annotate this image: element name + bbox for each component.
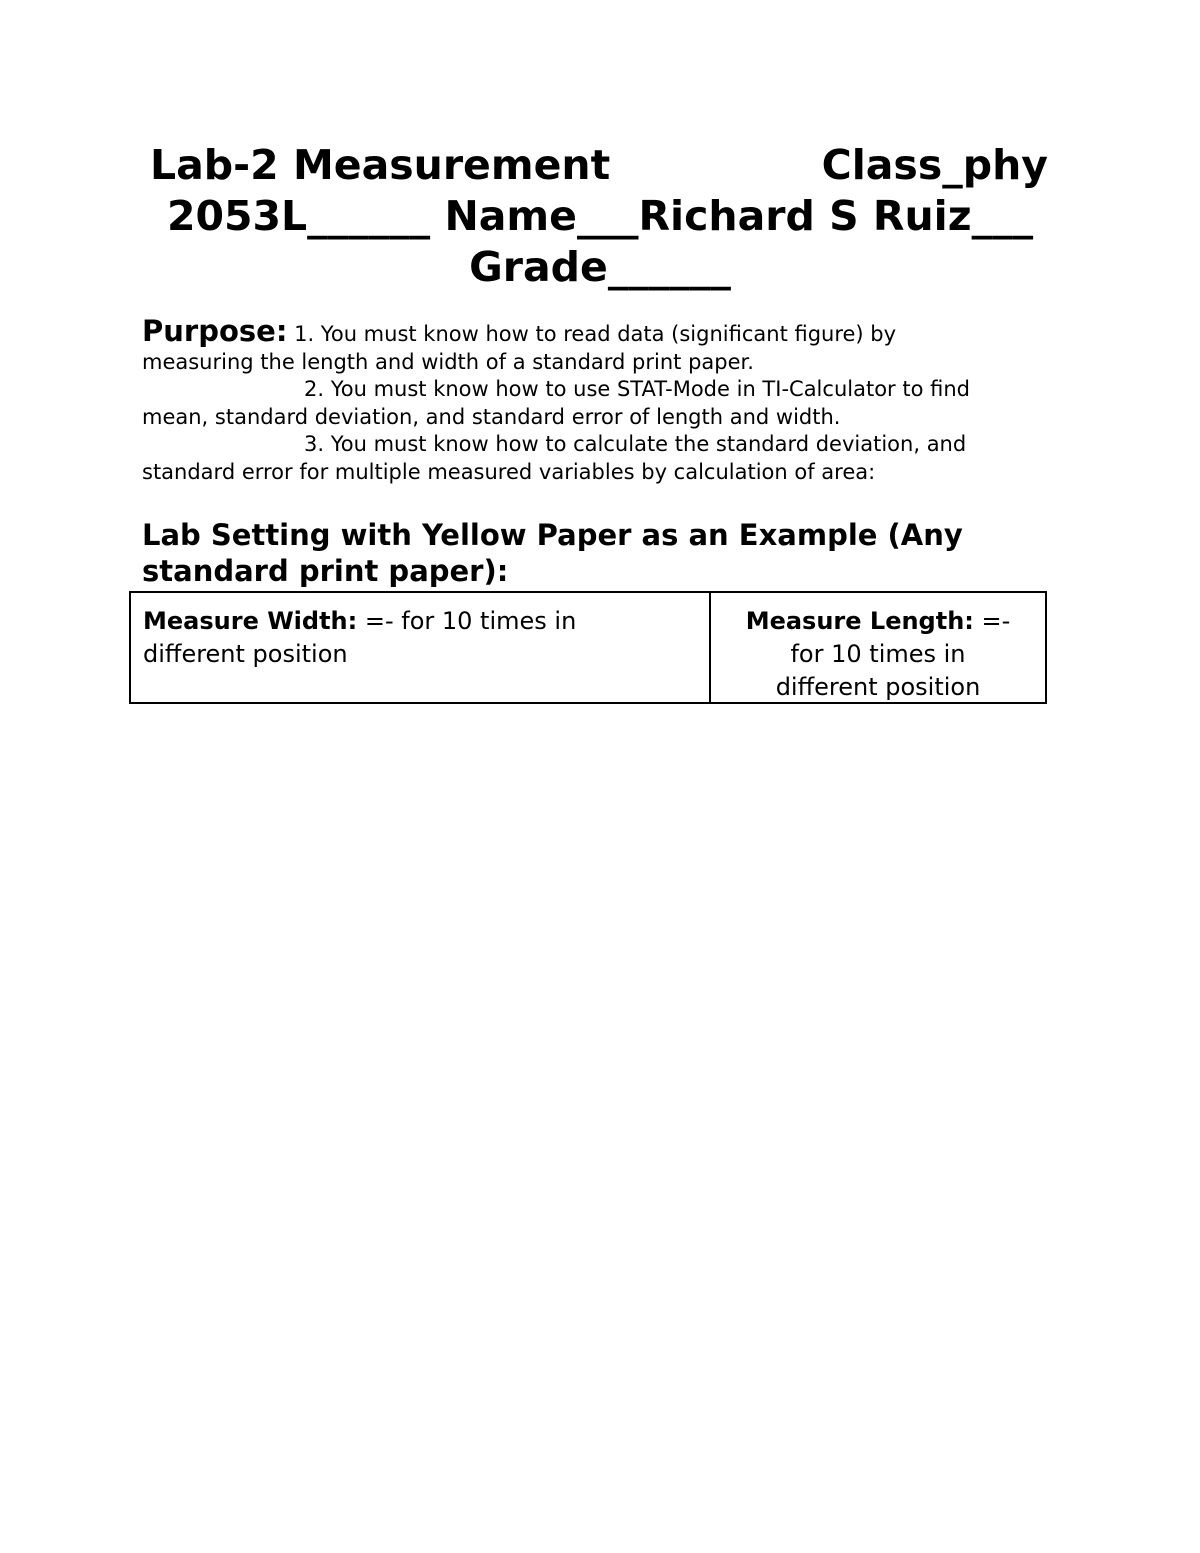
purpose-item-1-line-1: [142, 314, 1062, 349]
purpose-item-3-line-1: 3. You must know how to calculate the standard deviation, and: [304, 432, 967, 456]
lab-setting-heading-line-2: standard print paper):: [142, 554, 509, 588]
grade-field: Grade______: [469, 243, 731, 291]
purpose-item-2-line-1: 2. You must know how to use STAT-Mode in TI-Calculator to find: [304, 377, 970, 401]
measure-width-label: Measure Width:: [143, 607, 358, 635]
purpose-section: [142, 314, 1062, 486]
title-line-2: 2053L______ Name___Richard S Ruiz___: [166, 192, 1034, 240]
purpose-item-3-line-2: standard error for multiple measured variables by calculation of area:: [142, 459, 876, 484]
purpose-item-1-text: 1. You must know how to read data (significant figure) by: [287, 322, 897, 346]
title-line-1: [140, 140, 1060, 191]
measure-length-cell: [711, 593, 1045, 702]
measure-length-line-1: [717, 605, 1039, 638]
measure-length-line-2: for 10 times in: [790, 640, 966, 668]
measure-width-cell: [131, 593, 711, 702]
measure-length-text: =-: [973, 607, 1011, 635]
lab-setting-heading-line-1: Lab Setting with Yellow Paper as an Example (Any: [142, 518, 963, 552]
measure-width-line-2: different position: [143, 640, 348, 668]
lab-title: Lab-2 Measurement: [150, 141, 611, 189]
class-field: Class_phy: [821, 141, 1048, 189]
measure-length-line-3: different position: [775, 673, 981, 701]
measure-length-label: Measure Length:: [745, 607, 974, 635]
measure-width-line-1: [143, 605, 697, 638]
measure-width-text: =- for 10 times in: [357, 607, 577, 635]
purpose-item-2-line-2: mean, standard deviation, and standard error of length and width.: [142, 404, 841, 429]
document-title: [140, 140, 1060, 293]
purpose-label: Purpose:: [142, 314, 288, 348]
lab-setting-heading: [142, 517, 1062, 589]
purpose-item-1-line-2: measuring the length and width of a standard print paper.: [142, 349, 754, 374]
measurement-table: [129, 591, 1047, 704]
